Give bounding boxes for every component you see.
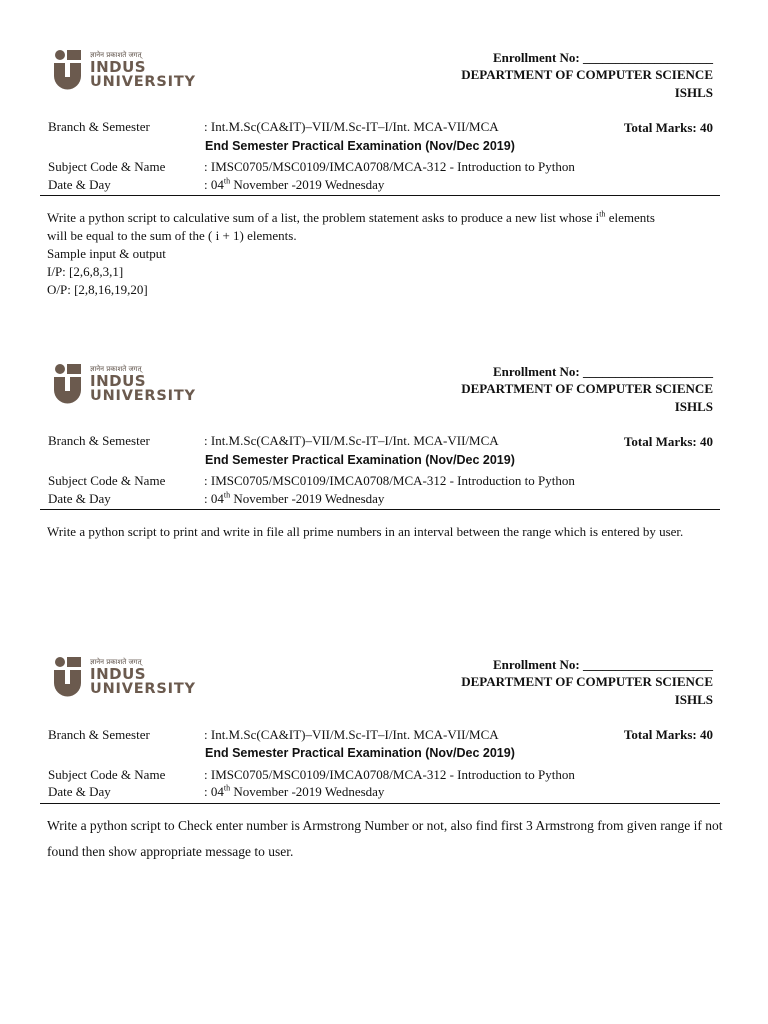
question-1-text: Write a python script to calculative sum of a list, the problem statement asks to produce a new list whose $i^{th}$ elements will be equal to the sum of the ( i + 1) elements. Sample input & output I/P: [2,6,8,3,1] O/P: [2,8,16,19,20] [47, 209, 655, 297]
branch-value: : Int.M.Sc(CA&IT)–VII/M.Sc-IT–I/Int. MCA-VII/MCA [204, 119, 499, 134]
subject-label: Subject Code & Name [48, 473, 166, 488]
total-marks: Total Marks: 40 [623, 727, 713, 742]
subject-value: : IMSC0705/MSC0109/IMCA0708/MCA-312 - Introduction to Python [204, 473, 575, 488]
branch-label: Branch & Semester [48, 433, 150, 448]
exam-title: End Semester Practical Examination (Nov/Dec 2019) [205, 139, 515, 153]
header-divider [40, 509, 720, 510]
logo-text-university: UNIVERSITY [90, 74, 196, 90]
indus-logo-icon [54, 364, 82, 404]
exam-title: End Semester Practical Examination (Nov/Dec 2019) [205, 746, 515, 760]
institute-name: ISHLS [674, 692, 713, 707]
department-name: DEPARTMENT OF COMPUTER SCIENCE [461, 674, 713, 689]
logo-motto: ज्ञानेन प्रकाशते जगत् [90, 51, 142, 59]
institute-name: ISHLS [674, 399, 713, 414]
date-label: Date & Day [48, 784, 111, 799]
branch-value: : Int.M.Sc(CA&IT)–VII/M.Sc-IT–I/Int. MCA-VII/MCA [204, 433, 499, 448]
total-marks: Total Marks: 40 [623, 120, 713, 135]
logo-text-university: UNIVERSITY [90, 388, 196, 404]
logo-text-indus: INDUS [90, 372, 147, 390]
date-label: Date & Day [48, 491, 111, 506]
question-2-text: Write a python script to print and write in file all prime numbers in an interval between the range which is entered by user. [47, 524, 684, 539]
indus-logo-icon [54, 50, 82, 90]
enrollment-number: Enrollment No: ____________________ [492, 657, 713, 672]
university-logo [54, 657, 214, 701]
department-name: DEPARTMENT OF COMPUTER SCIENCE [461, 67, 713, 82]
branch-label: Branch & Semester [48, 727, 150, 742]
subject-label: Subject Code & Name [48, 767, 166, 782]
date-label: Date & Day [48, 177, 111, 192]
branch-label: Branch & Semester [48, 119, 150, 134]
date-value: : 04th November -2019 Wednesday [204, 490, 385, 506]
department-name: DEPARTMENT OF COMPUTER SCIENCE [461, 381, 713, 396]
total-marks: Total Marks: 40 [623, 434, 713, 449]
subject-value: : IMSC0705/MSC0109/IMCA0708/MCA-312 - Introduction to Python [204, 159, 575, 174]
header-divider [40, 803, 720, 804]
indus-logo-icon [54, 657, 82, 697]
enrollment-number: Enrollment No: ____________________ [492, 364, 713, 379]
institute-name: ISHLS [674, 85, 713, 100]
question-3-text: Write a python script to Check enter number is Armstrong Number or not, also find first 3 Armstrong from given range if not found then show appropriate message to user. [47, 818, 723, 859]
date-value: : 04th November -2019 Wednesday [204, 176, 385, 192]
logo-text-indus: INDUS [90, 58, 147, 76]
subject-label: Subject Code & Name [48, 159, 166, 174]
exam-title: End Semester Practical Examination (Nov/Dec 2019) [205, 453, 515, 467]
logo-text-indus: INDUS [90, 665, 147, 683]
university-logo [54, 364, 214, 408]
date-value: : 04th November -2019 Wednesday [204, 783, 385, 799]
subject-value: : IMSC0705/MSC0109/IMCA0708/MCA-312 - Introduction to Python [204, 767, 575, 782]
header-divider [40, 195, 720, 196]
enrollment-number: Enrollment No: ____________________ [492, 50, 713, 65]
logo-motto: ज्ञानेन प्रकाशते जगत् [90, 365, 142, 373]
logo-motto: ज्ञानेन प्रकाशते जगत् [90, 658, 142, 666]
university-logo [54, 50, 214, 94]
logo-text-university: UNIVERSITY [90, 681, 196, 697]
branch-value: : Int.M.Sc(CA&IT)–VII/M.Sc-IT–I/Int. MCA-VII/MCA [204, 727, 499, 742]
